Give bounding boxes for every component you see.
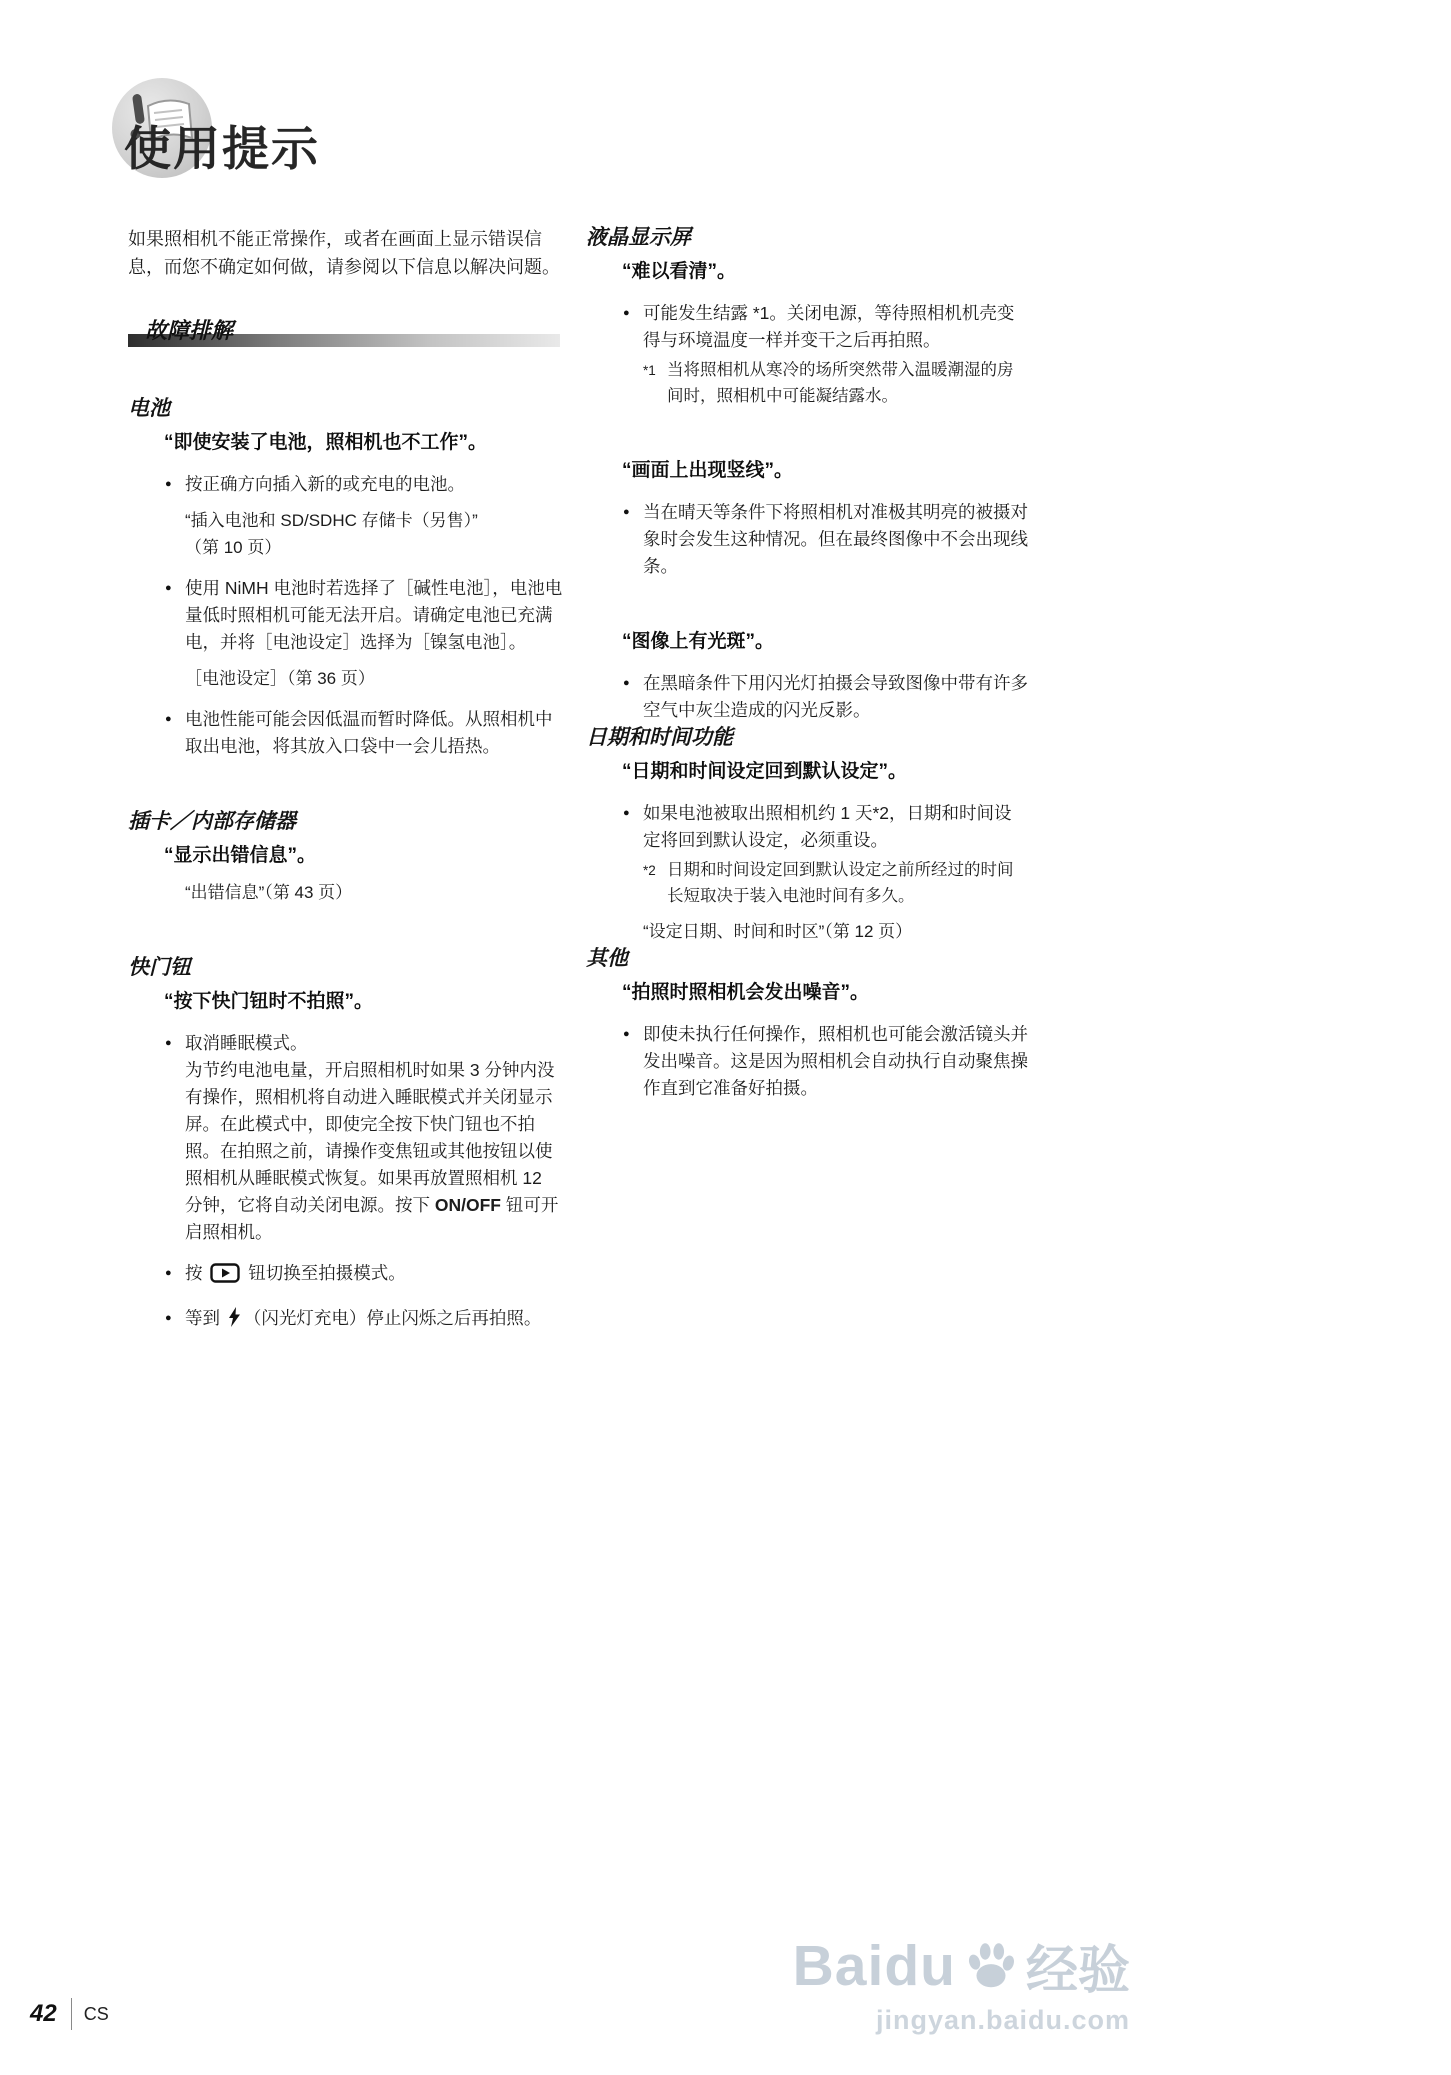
footer-page-number: 42 xyxy=(30,2000,57,2027)
section-title-shutter: 快门钮 xyxy=(128,956,191,979)
bullet-item xyxy=(165,1030,564,1246)
bullet-item xyxy=(165,706,564,760)
bullet-item xyxy=(165,1260,564,1291)
bullet-item xyxy=(165,471,564,498)
section-title-datetime: 日期和时间功能 xyxy=(586,726,733,749)
page-reference: （第 10 页） xyxy=(185,538,282,557)
bullet-text-post: （闪光灯充电）停止闪烁之后再拍照。 xyxy=(243,1308,542,1328)
section-others xyxy=(586,945,1028,1102)
footnote-text: 当将照相机从寒冷的场所突然带入温暖潮湿的房间时，照相机中可能凝结露水。 xyxy=(667,361,1014,405)
bullet-text-line1: 取消睡眠模式。 xyxy=(185,1033,308,1053)
bullet-text: 当在晴天等条件下将照相机对准极其明亮的被摄对象时会发生这种情况。但在最终图像中不会出现线条。 xyxy=(643,502,1028,576)
bullet-icon: ● xyxy=(165,582,172,594)
section-card xyxy=(128,808,564,906)
section-title-battery: 电池 xyxy=(128,397,170,420)
bullet-text: 使用 NiMH 电池时若选择了［碱性电池］，电池电量低时照相机可能无法开启。请确定电池已充满电，并将［电池设定］选择为［镍氢电池］。 xyxy=(185,578,563,652)
footnote xyxy=(643,357,1028,409)
footnote-text: 日期和时间设定回到默认设定之前所经过的时间长短取决于装入电池时间有多久。 xyxy=(667,861,1014,905)
symptom-quote: “日期和时间设定回到默认设定”。 xyxy=(622,761,908,782)
bullet-text-post: 钮切换至拍摄模式。 xyxy=(243,1263,406,1283)
footnote-label: *1 xyxy=(643,363,656,378)
baidu-paw-icon xyxy=(962,1937,1020,1995)
section-title-card: 插卡／内部存储器 xyxy=(128,810,296,833)
bullet-text-pre: 按 xyxy=(185,1263,208,1283)
bullet-text: 可能发生结露 *1。关闭电源，等待照相机机壳变得与环境温度一样并变干之后再拍照。 xyxy=(643,303,1015,350)
footnote xyxy=(643,857,1028,909)
page-reference: ［电池设定］（第 36 页） xyxy=(185,669,375,688)
watermark-brand-suffix: 经验 xyxy=(1025,1942,1130,2000)
section-battery xyxy=(128,395,564,760)
symptom-quote: “显示出错信息”。 xyxy=(164,845,317,866)
footer-divider xyxy=(71,1998,72,2030)
bullet-text xyxy=(185,1030,564,1246)
bullet-text: 按正确方向插入新的或充电的电池。 xyxy=(185,474,465,494)
symptom-quote: “画面上出现竖线”。 xyxy=(622,460,794,481)
onoff-label: ON/OFF xyxy=(434,1195,501,1215)
bullet-item xyxy=(623,300,1028,354)
playback-icon xyxy=(210,1263,240,1291)
bullet-text-body: 为节约电池电量，开启照相机时如果 3 分钟内没有操作，照相机将自动进入睡眠模式并关闭显示屏。在此模式中，即使完全按下快门钮也不拍照。在拍照之前，请操作变焦钮或其他按钮以使照相机从睡眠模式恢复。如果再放置照相机 12 分钟，它将自动关闭电源。按下 xyxy=(185,1060,555,1215)
watermark-brand-row xyxy=(770,1928,1130,2003)
section-shutter xyxy=(128,954,564,1335)
symptom-quote: “图像上有光斑”。 xyxy=(622,631,775,652)
bullet-text xyxy=(185,1260,564,1291)
flash-charge-icon xyxy=(228,1307,241,1335)
bullet-text: 即使未执行任何操作，照相机也可能会激活镜头并发出噪音。这是因为照相机会自动执行自动聚焦操作直到它准备好拍摄。 xyxy=(643,1024,1028,1098)
bullet-icon: ● xyxy=(165,1312,172,1324)
bullet-item xyxy=(623,499,1028,580)
page-reference: “设定日期、时间和时区”（第 12 页） xyxy=(643,922,913,941)
watermark-brand: Baidu xyxy=(792,1933,956,1998)
section-title-others: 其他 xyxy=(586,947,628,970)
bullet-text-pre: 等到 xyxy=(185,1308,225,1328)
footer-language-code: CS xyxy=(83,2003,109,2024)
symptom-quote: “按下快门钮时不拍照”。 xyxy=(164,991,374,1012)
symptom-quote: “即使安装了电池，照相机也不工作”。 xyxy=(164,432,488,453)
bullet-text: 如果电池被取出照相机约 1 天*2，日期和时间设定将回到默认设定，必须重设。 xyxy=(643,803,1012,850)
bullet-text xyxy=(185,1305,564,1335)
bullet-icon: ● xyxy=(165,713,172,725)
bullet-text-tail: 钮可开启照相机。 xyxy=(185,1195,559,1242)
page-reference: “出错信息”（第 43 页） xyxy=(185,883,353,902)
symptom-quote: “拍照时照相机会发出噪音”。 xyxy=(622,982,870,1003)
bullet-item xyxy=(623,1021,1028,1102)
bullet-item xyxy=(165,1305,564,1335)
bullet-icon: ● xyxy=(165,478,172,490)
troubleshooting-header xyxy=(128,309,564,347)
intro-text: 如果照相机不能正常操作，或者在画面上显示错误信息，而您不确定如何做，请参阅以下信息以解决问题。 xyxy=(128,229,560,277)
bullet-icon: ● xyxy=(165,1037,172,1049)
bullet-icon: ● xyxy=(623,1028,630,1040)
symptom-quote: “难以看清”。 xyxy=(622,261,737,282)
bullet-item xyxy=(623,800,1028,854)
section-datetime xyxy=(586,724,1028,945)
watermark-url: jingyan.baidu.com xyxy=(875,2005,1130,2035)
bullet-icon: ● xyxy=(623,807,630,819)
page-reference: “插入电池和 SD/SDHC 存储卡（另售）” xyxy=(185,511,478,530)
troubleshooting-header-label: 故障排解 xyxy=(145,318,234,343)
left-column xyxy=(128,226,564,1335)
section-title-lcd: 液晶显示屏 xyxy=(586,226,691,249)
bullet-item xyxy=(165,575,564,656)
page-footer xyxy=(30,1998,109,2030)
bullet-text: 电池性能可能会因低温而暂时降低。从照相机中取出电池，将其放入口袋中一会儿捂热。 xyxy=(185,709,553,756)
page-title: 使用提示 xyxy=(124,122,320,175)
section-lcd xyxy=(586,224,1028,724)
bullet-icon: ● xyxy=(623,307,630,319)
bullet-icon: ● xyxy=(623,506,630,518)
right-column xyxy=(586,224,1028,1102)
footnote-label: *2 xyxy=(643,863,656,878)
baidu-watermark xyxy=(770,1928,1130,2036)
bullet-item xyxy=(623,670,1028,724)
bullet-icon: ● xyxy=(165,1267,172,1279)
bullet-icon: ● xyxy=(623,677,630,689)
bullet-text: 在黑暗条件下用闪光灯拍摄会导致图像中带有许多空气中灰尘造成的闪光反影。 xyxy=(643,673,1028,720)
